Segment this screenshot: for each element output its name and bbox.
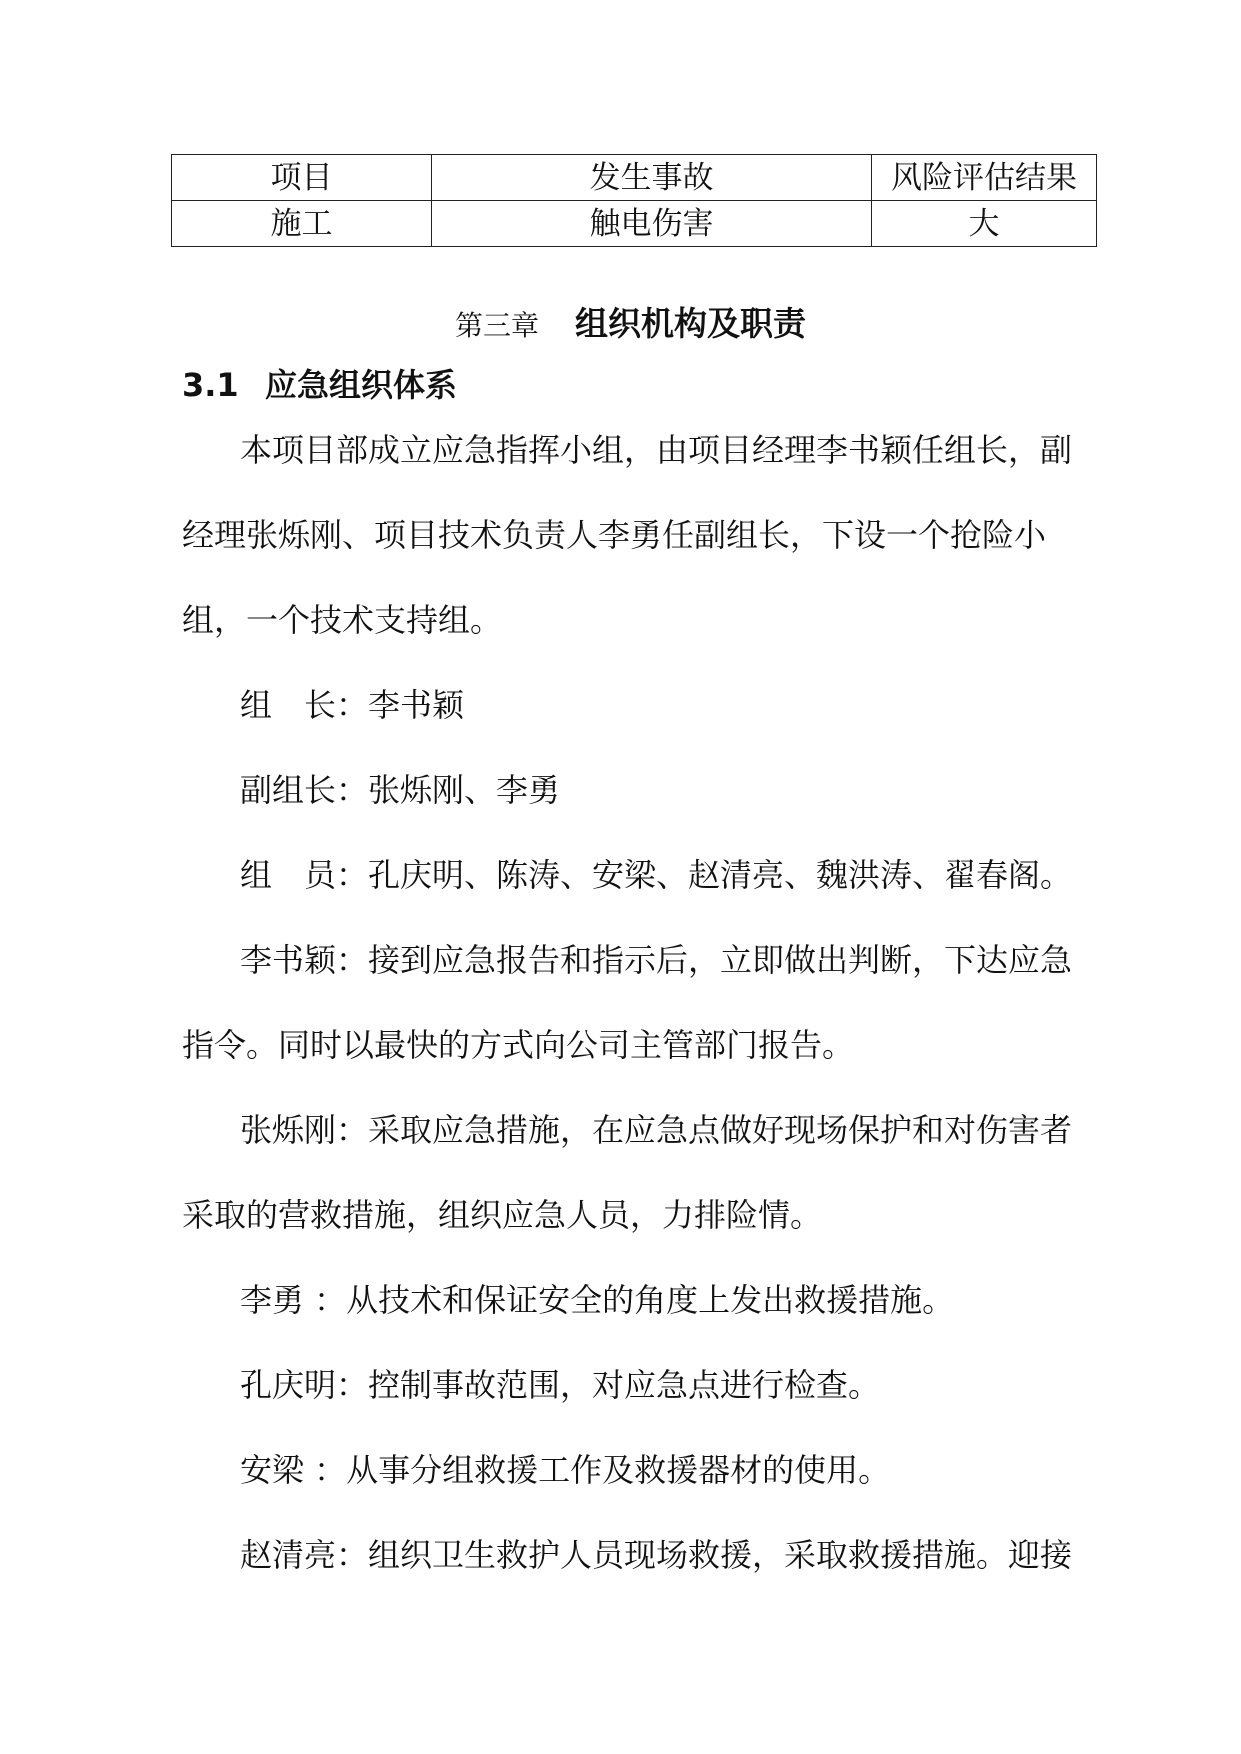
table-cell: 施工 bbox=[172, 201, 432, 247]
paragraph-line: 副组长：张烁刚、李勇 bbox=[240, 771, 561, 809]
table-cell: 大 bbox=[872, 201, 1097, 247]
table-row bbox=[172, 201, 1097, 247]
paragraph-line: 孔庆明：控制事故范围，对应急点进行检查。 bbox=[240, 1366, 881, 1404]
paragraph-line: 组 长：李书颖 bbox=[240, 686, 465, 724]
paragraph-line: 赵清亮：组织卫生救护人员现场救援，采取救援措施。迎接 bbox=[240, 1536, 1073, 1574]
section-number: 3.1 bbox=[182, 366, 239, 404]
paragraph-line: 张烁刚：采取应急措施，在应急点做好现场保护和对伤害者 bbox=[240, 1111, 1073, 1149]
chapter-title: 组织机构及职责 bbox=[575, 304, 806, 343]
paragraph-line: 采取的营救措施，组织应急人员，力排险情。 bbox=[182, 1196, 823, 1234]
paragraph-line: 李书颖：接到应急报告和指示后，立即做出判断，下达应急 bbox=[240, 941, 1073, 979]
paragraph-line: 本项目部成立应急指挥小组，由项目经理李书颖任组长，副 bbox=[240, 431, 1073, 469]
paragraph-line: 安梁 ：从事分组救援工作及救援器材的使用。 bbox=[240, 1451, 891, 1489]
paragraph-line: 组，一个技术支持组。 bbox=[182, 601, 503, 639]
table-header-cell: 项目 bbox=[172, 155, 432, 201]
table-cell: 触电伤害 bbox=[432, 201, 872, 247]
section-heading bbox=[182, 360, 457, 406]
paragraph-line: 组 员：孔庆明、陈涛、安梁、赵清亮、魏洪涛、翟春阁。 bbox=[240, 856, 1073, 894]
table-header-cell: 风险评估结果 bbox=[872, 155, 1097, 201]
paragraph-line: 经理张烁刚、项目技术负责人李勇任副组长，下设一个抢险小 bbox=[182, 516, 1047, 554]
paragraph-line: 李勇 ：从技术和保证安全的角度上发出救援措施。 bbox=[240, 1281, 955, 1319]
section-title: 应急组织体系 bbox=[265, 366, 458, 404]
paragraph-line: 指令。同时以最快的方式向公司主管部门报告。 bbox=[182, 1026, 855, 1064]
risk-table bbox=[171, 154, 1097, 247]
chapter-number: 第三章 bbox=[454, 309, 539, 342]
chapter-heading bbox=[0, 298, 1241, 345]
table-header-cell: 发生事故 bbox=[432, 155, 872, 201]
table-header-row bbox=[172, 155, 1097, 201]
